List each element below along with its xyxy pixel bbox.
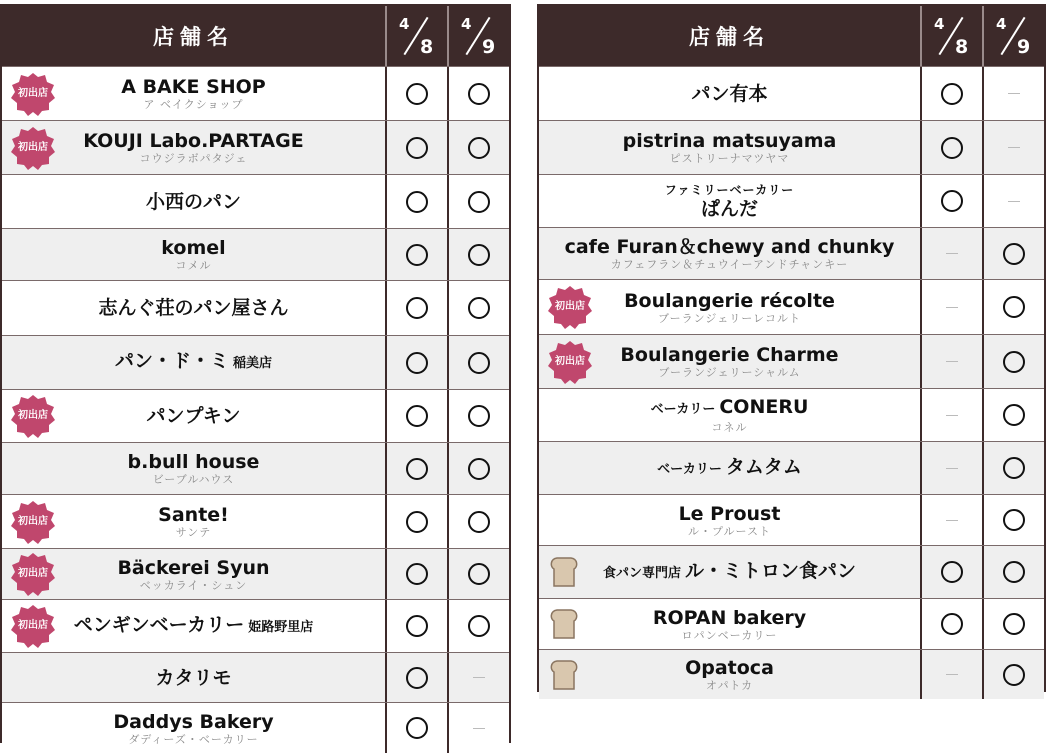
first-time-badge-label: 初出店: [555, 355, 585, 367]
date-day: 9: [1017, 36, 1031, 58]
store-name-cell: [539, 121, 920, 174]
store-name-kana: ビーブルハウス: [152, 473, 235, 486]
store-name-text: ぱんだ: [700, 197, 758, 220]
open-circle-icon: [406, 244, 428, 266]
first-time-badge: [10, 500, 56, 544]
dash-icon: [473, 728, 485, 729]
store-name-text: komel: [161, 237, 226, 259]
open-circle-icon: [1003, 561, 1025, 583]
availability-cell: [447, 549, 509, 599]
table-row: [539, 388, 1044, 441]
availability-cell: [447, 67, 509, 120]
date-month: 4: [399, 15, 410, 33]
open-circle-icon: [468, 615, 490, 637]
availability-cell: [982, 121, 1044, 174]
store-name-cell: [2, 281, 385, 335]
first-time-badge-label: 初出店: [18, 410, 48, 421]
store-name: [657, 456, 802, 481]
open-circle-icon: [1003, 613, 1025, 635]
store-name-text: Bäckerei Syun: [117, 556, 270, 579]
open-circle-icon: [1003, 296, 1025, 318]
store-name-cell: [539, 280, 920, 334]
open-circle-icon: [406, 297, 428, 319]
table-row: [2, 548, 509, 599]
store-name: [685, 657, 774, 679]
store-name: [146, 405, 240, 427]
store-name-cell: [539, 650, 920, 699]
open-circle-icon: [1003, 664, 1025, 686]
bread-icon: [549, 556, 579, 588]
first-time-badge: [10, 604, 56, 648]
availability-cell: [920, 175, 982, 227]
date-month: 4: [934, 15, 945, 33]
availability-cell: [385, 281, 447, 335]
availability-cell: [385, 336, 447, 389]
first-time-badge: [10, 394, 56, 438]
table-header: [2, 6, 509, 66]
availability-cell: [982, 650, 1044, 699]
store-name: [679, 503, 781, 525]
open-circle-icon: [468, 405, 490, 427]
store-name-text: Daddys Bakery: [113, 710, 274, 733]
store-name-cell: [2, 229, 385, 280]
store-name-cell: [2, 600, 385, 652]
availability-cell: [920, 280, 982, 334]
store-name-prefix: 食パン専門店: [602, 565, 681, 581]
open-circle-icon: [468, 297, 490, 319]
store-name-cell: [2, 121, 385, 174]
store-name-cell: [539, 175, 920, 227]
availability-cell: [982, 67, 1044, 120]
first-time-badge-label: 初出店: [18, 87, 48, 99]
open-circle-icon: [1003, 404, 1025, 426]
availability-cell: [982, 280, 1044, 334]
store-name-kana: ベッカライ・シュン: [139, 578, 248, 592]
store-name-kana: ダディーズ・ベーカリー: [128, 732, 259, 746]
open-circle-icon: [941, 83, 963, 105]
availability-cell: [447, 600, 509, 652]
dash-icon: [946, 253, 958, 254]
availability-cell: [447, 229, 509, 280]
store-name-cell: [539, 495, 920, 545]
table-row: [2, 66, 509, 120]
store-name-text: Le Proust: [678, 502, 781, 525]
store-name-kana: コネル: [711, 421, 748, 434]
table-row: [539, 66, 1044, 120]
table-row: [539, 649, 1044, 699]
first-time-badge: [547, 285, 593, 329]
table-row: [539, 334, 1044, 388]
store-name-text: b.bull house: [127, 451, 260, 473]
date-month: 4: [996, 15, 1007, 33]
table-row: [2, 652, 509, 702]
availability-cell: [447, 175, 509, 228]
store-name-text: ROPAN bakery: [652, 606, 807, 629]
store-name-cell: [2, 336, 385, 389]
store-name-text: パン・ド・ミ: [114, 350, 229, 372]
store-name-cell: [2, 653, 385, 702]
availability-cell: [447, 443, 509, 494]
date-day: 8: [955, 36, 969, 58]
availability-cell: [920, 599, 982, 649]
dash-icon: [946, 468, 958, 469]
store-name: [161, 237, 225, 259]
store-branch: 姫路野里店: [248, 619, 314, 635]
open-circle-icon: [468, 83, 490, 105]
open-circle-icon: [406, 717, 428, 739]
availability-cell: [385, 495, 447, 548]
open-circle-icon: [406, 137, 428, 159]
store-name: [603, 560, 856, 585]
dash-icon: [946, 415, 958, 416]
store-name-text: Boulangerie Charme: [620, 344, 839, 366]
availability-cell: [920, 650, 982, 699]
store-name-text: ル・ミトロン食パン: [685, 559, 857, 582]
store-name-cell: [539, 228, 920, 279]
first-time-badge-label: 初出店: [555, 301, 585, 312]
store-name: [623, 130, 837, 152]
schedule-table-right: [537, 4, 1046, 692]
first-time-badge-label: 初出店: [18, 141, 48, 153]
date-header-1: [920, 6, 982, 66]
store-name-cell: [2, 703, 385, 753]
open-circle-icon: [406, 405, 428, 427]
store-name-cell: [539, 67, 920, 120]
store-name-kana: ル・プルースト: [687, 524, 771, 538]
store-name: [146, 191, 241, 213]
store-name-text: cafe Furan＆chewy and chunky: [564, 236, 895, 258]
table-row: [2, 228, 509, 280]
first-time-badge: [10, 552, 56, 596]
table-row: [2, 280, 509, 335]
availability-cell: [982, 175, 1044, 227]
availability-cell: [982, 228, 1044, 279]
store-name-text: 志んぐ荘のパン屋さん: [98, 297, 289, 319]
availability-cell: [385, 175, 447, 228]
store-name-text: カタリモ: [155, 666, 232, 689]
store-name-kana: ロパンベーカリー: [681, 628, 778, 642]
store-name-prefix: ベーカリー: [657, 461, 722, 477]
dash-icon: [946, 361, 958, 362]
store-name-text: pistrina matsuyama: [622, 130, 837, 152]
open-circle-icon: [468, 563, 490, 585]
store-name-kana: ブーランジェリーレコルト: [658, 311, 801, 325]
availability-cell: [920, 495, 982, 545]
availability-cell: [385, 600, 447, 652]
availability-cell: [982, 442, 1044, 494]
table-row: [2, 702, 509, 753]
store-name: [651, 396, 809, 421]
open-circle-icon: [941, 613, 963, 635]
availability-cell: [920, 442, 982, 494]
availability-cell: [920, 389, 982, 441]
open-circle-icon: [406, 458, 428, 480]
store-name-text: Sante!: [158, 504, 229, 526]
store-name-text: CONERU: [719, 396, 809, 418]
open-circle-icon: [468, 191, 490, 213]
availability-cell: [447, 121, 509, 174]
availability-cell: [447, 336, 509, 389]
table-row: [539, 227, 1044, 279]
store-name: [158, 504, 229, 526]
availability-cell: [982, 599, 1044, 649]
store-name-text: KOUJI Labo.PARTAGE: [83, 130, 304, 152]
store-name: [117, 557, 269, 579]
availability-cell: [385, 121, 447, 174]
store-name-text: Boulangerie récolte: [624, 289, 835, 312]
store-name-prefix: ファミリーベーカリー: [664, 182, 795, 197]
store-name-header: 店舗名: [153, 25, 234, 49]
store-name: [83, 130, 303, 152]
store-name-kana: ブーランジェリーシャルム: [658, 366, 801, 379]
store-name-kana: オパトカ: [705, 679, 754, 692]
store-name-cell: [539, 546, 920, 598]
store-name-text: 小西のパン: [145, 190, 241, 213]
date-day: 8: [420, 36, 434, 58]
store-name-kana: カフェフラン＆チュウイーアンドチャンキー: [610, 258, 849, 271]
open-circle-icon: [406, 615, 428, 637]
availability-cell: [920, 546, 982, 598]
open-circle-icon: [1003, 457, 1025, 479]
open-circle-icon: [468, 244, 490, 266]
store-name: [155, 667, 231, 689]
table-row: [539, 174, 1044, 227]
availability-cell: [447, 495, 509, 548]
store-name-text: タムタム: [725, 455, 802, 478]
bread-icon: [549, 659, 579, 691]
store-name-kana: ピストリーナマツヤマ: [669, 152, 790, 165]
table-row: [2, 120, 509, 174]
store-name-cell: [2, 175, 385, 228]
store-name: [74, 614, 313, 639]
store-name: [701, 198, 758, 220]
store-name-header: 店舗名: [689, 25, 770, 49]
dash-icon: [1008, 93, 1020, 94]
table-header: [539, 6, 1044, 66]
store-name-text: パン有本: [691, 82, 768, 105]
dash-icon: [946, 674, 958, 675]
store-name-cell: [2, 443, 385, 494]
open-circle-icon: [468, 511, 490, 533]
store-name-cell: [539, 599, 920, 649]
open-circle-icon: [468, 458, 490, 480]
availability-cell: [447, 390, 509, 442]
open-circle-icon: [406, 83, 428, 105]
first-time-badge: [10, 126, 56, 170]
open-circle-icon: [406, 563, 428, 585]
availability-cell: [385, 229, 447, 280]
store-name-cell: [539, 335, 920, 388]
availability-cell: [920, 121, 982, 174]
availability-cell: [385, 703, 447, 753]
open-circle-icon: [941, 137, 963, 159]
store-name-cell: [2, 549, 385, 599]
store-branch: 稲美店: [233, 356, 273, 371]
availability-cell: [920, 228, 982, 279]
availability-cell: [385, 549, 447, 599]
availability-cell: [385, 67, 447, 120]
dash-icon: [946, 307, 958, 308]
table-row: [2, 335, 509, 389]
store-name-text: ペンギンベーカリー: [73, 613, 245, 636]
store-name-cell: [2, 67, 385, 120]
bread-icon: [549, 608, 579, 640]
store-name-text: A BAKE SHOP: [121, 76, 266, 98]
store-name: [113, 711, 273, 733]
store-name-kana: サンテ: [175, 526, 212, 539]
store-name-kana: コメル: [175, 259, 212, 272]
store-name-cell: [2, 495, 385, 548]
store-name: [128, 451, 260, 473]
open-circle-icon: [1003, 351, 1025, 373]
store-name: [620, 344, 838, 366]
first-time-badge-label: 初出店: [18, 568, 48, 579]
store-name-text: パンプキン: [146, 405, 241, 427]
open-circle-icon: [406, 352, 428, 374]
first-time-badge: [547, 340, 593, 384]
store-name-text: Opatoca: [685, 657, 774, 679]
first-time-badge-label: 初出店: [18, 515, 48, 527]
date-header-1: [385, 6, 447, 66]
dash-icon: [946, 520, 958, 521]
availability-cell: [447, 281, 509, 335]
store-name-cell: [2, 390, 385, 442]
store-name: [121, 76, 266, 98]
table-row: [2, 389, 509, 442]
date-day: 9: [482, 36, 496, 58]
dash-icon: [1008, 147, 1020, 148]
store-name-kana: ア ベイクショップ: [143, 98, 244, 111]
store-name-cell: [539, 389, 920, 441]
availability-cell: [982, 389, 1044, 441]
availability-cell: [920, 67, 982, 120]
open-circle-icon: [468, 352, 490, 374]
store-name: [653, 607, 806, 629]
store-name: [98, 297, 288, 319]
table-row: [2, 174, 509, 228]
open-circle-icon: [406, 511, 428, 533]
availability-cell: [385, 443, 447, 494]
store-name-prefix: ベーカリー: [650, 402, 716, 417]
store-name-kana: コウジラボパタジェ: [139, 152, 248, 165]
table-row: [539, 494, 1044, 545]
date-month: 4: [461, 15, 472, 33]
availability-cell: [385, 390, 447, 442]
availability-cell: [982, 546, 1044, 598]
table-row: [539, 120, 1044, 174]
open-circle-icon: [941, 190, 963, 212]
dash-icon: [473, 677, 485, 678]
availability-cell: [447, 703, 509, 753]
table-row: [2, 494, 509, 548]
store-name: [565, 236, 895, 258]
open-circle-icon: [406, 191, 428, 213]
store-name-cell: [539, 442, 920, 494]
first-time-badge: [10, 72, 56, 116]
open-circle-icon: [941, 561, 963, 583]
open-circle-icon: [406, 667, 428, 689]
store-name: [624, 290, 835, 312]
availability-cell: [982, 335, 1044, 388]
store-name: [115, 350, 272, 375]
table-row: [2, 599, 509, 652]
table-row: [539, 545, 1044, 598]
date-header-2: [447, 6, 509, 66]
availability-cell: [385, 653, 447, 702]
first-time-badge-label: 初出店: [18, 620, 48, 631]
dash-icon: [1008, 201, 1020, 202]
schedule-table-left: [0, 4, 511, 746]
table-row: [539, 598, 1044, 649]
availability-cell: [447, 653, 509, 702]
availability-cell: [920, 335, 982, 388]
open-circle-icon: [468, 137, 490, 159]
table-row: [539, 279, 1044, 334]
table-row: [539, 441, 1044, 494]
table-row: [2, 442, 509, 494]
open-circle-icon: [1003, 509, 1025, 531]
store-name: [691, 83, 767, 105]
date-header-2: [982, 6, 1044, 66]
open-circle-icon: [1003, 243, 1025, 265]
availability-cell: [982, 495, 1044, 545]
